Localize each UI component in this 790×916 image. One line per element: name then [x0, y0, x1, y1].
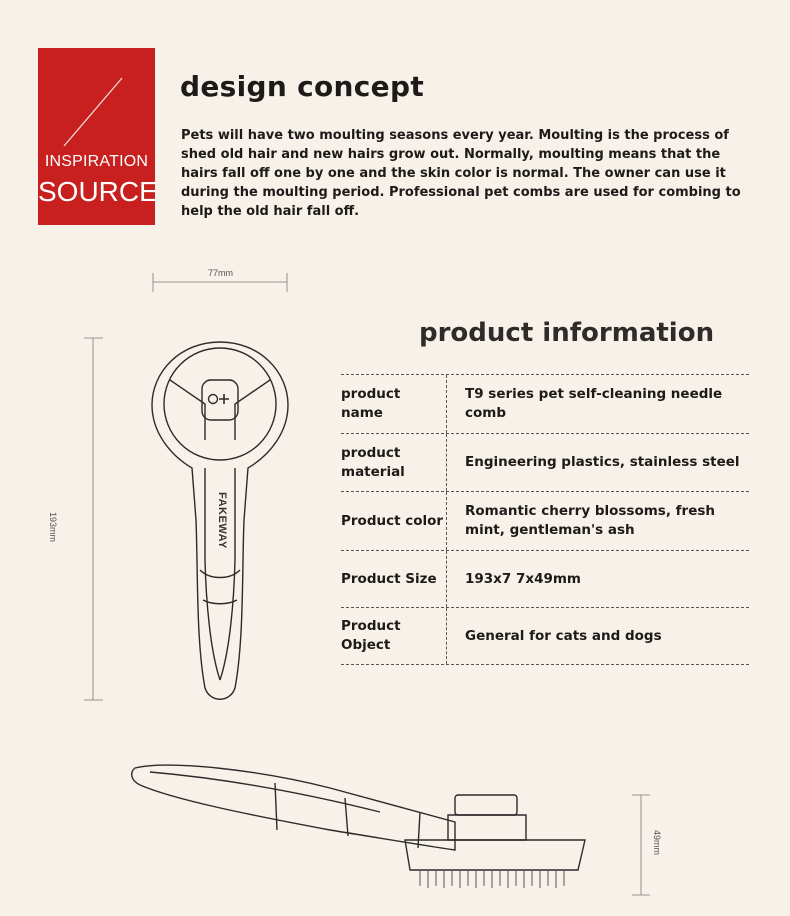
- row-label: product material: [341, 434, 447, 491]
- badge-line-2: SOURCE: [38, 176, 158, 207]
- row-value: Engineering plastics, stainless steel: [465, 454, 740, 470]
- table-row: [341, 550, 749, 607]
- row-label: Product color: [341, 492, 447, 550]
- design-concept-body: Pets will have two moulting seasons every year. Moulting is the process of shed old hair and new hairs grow out. Normally, moulting means that the hairs fall off one by one and the skin color is normal. The owner can use it during the moulting period. Professional pet combs are used for combing to help the old hair fall off.: [181, 128, 741, 219]
- table-row: [341, 374, 749, 433]
- width-dimension-label: 77mm: [208, 268, 234, 278]
- product-information-title: product information: [419, 318, 715, 348]
- depth-dimension-label: 49mm: [652, 830, 662, 856]
- row-value: 193x7 7x49mm: [465, 570, 582, 587]
- table-row: [341, 607, 749, 665]
- row-label: Product Object: [341, 608, 447, 664]
- brand-label: FAKEWAY: [216, 492, 228, 549]
- table-row: [341, 433, 749, 491]
- row-label: product name: [341, 375, 447, 433]
- badge-line-1: INSPIRATION: [44, 153, 149, 170]
- product-information-table: [341, 374, 749, 665]
- row-label: Product Size: [341, 551, 447, 607]
- table-row: [341, 491, 749, 550]
- row-value: General for cats and dogs: [465, 627, 662, 644]
- row-value: T9 series pet self-cleaning needle comb: [465, 386, 723, 421]
- height-dimension-label: 193mm: [48, 512, 58, 543]
- row-value: Romantic cherry blossoms, fresh mint, gentleman's ash: [465, 503, 716, 538]
- design-concept-title: design concept: [180, 70, 425, 103]
